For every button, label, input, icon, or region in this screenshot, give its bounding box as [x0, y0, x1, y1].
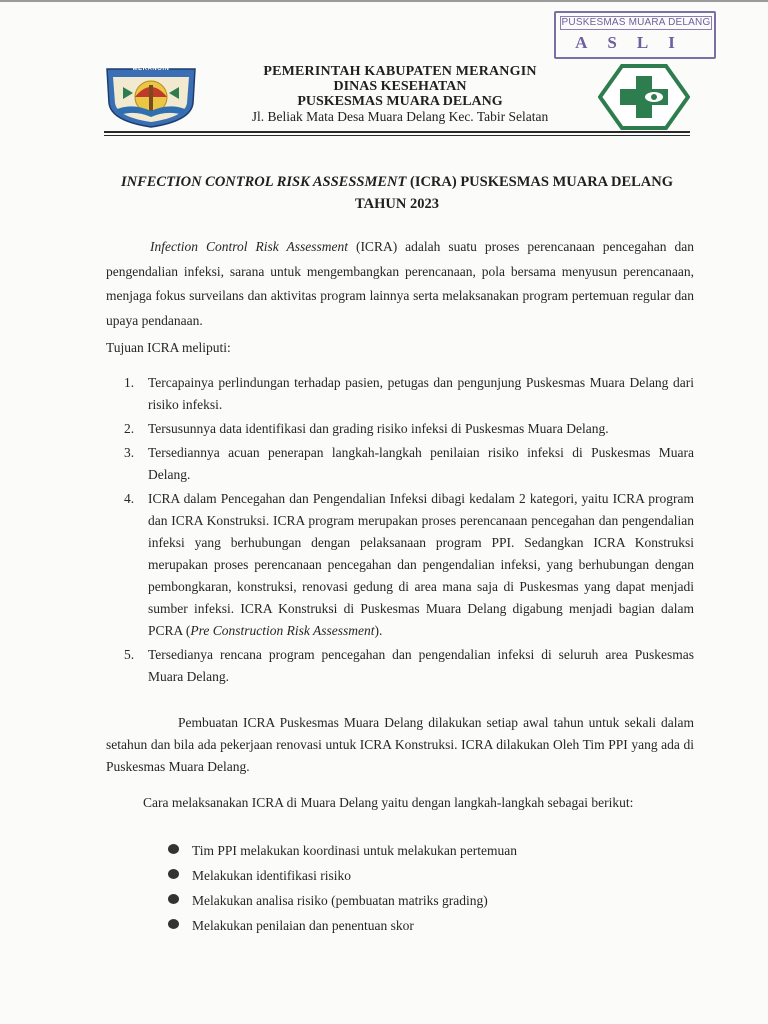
page-top-edge	[0, 0, 768, 2]
tujuan-label: Tujuan ICRA meliputi:	[106, 340, 231, 355]
title-rest: (ICRA) PUSKESMAS MUARA DELANG	[406, 174, 674, 190]
step-text: Melakukan identifikasi risiko	[192, 868, 351, 883]
stamp-top-text: PUSKESMAS MUARA DELANG	[561, 17, 711, 28]
list-item-number: 1.	[124, 375, 135, 390]
step-text: Tim PPI melakukan koordinasi untuk melakukan pertemuan	[192, 843, 517, 858]
list-item	[168, 913, 668, 938]
cara-paragraph: Cara melaksanakan ICRA di Muara Delang yaitu dengan langkah-langkah sebagai berikut:	[143, 795, 634, 810]
list-item	[106, 442, 694, 486]
bullet-icon	[168, 844, 179, 854]
document-title	[104, 171, 690, 215]
list-item	[106, 372, 694, 416]
step-text: Melakukan penilaian dan penentuan skor	[192, 918, 414, 933]
steps-list	[168, 838, 668, 938]
intro-paragraph	[106, 235, 694, 333]
letterhead-government: PEMERINTAH KABUPATEN MERANGIN	[263, 64, 537, 79]
letterhead-institution: PUSKESMAS MUARA DELANG	[297, 94, 503, 109]
list-item	[106, 488, 694, 642]
title-italic: INFECTION CONTROL RISK ASSESSMENT	[120, 174, 407, 190]
letterhead-rule-thin	[104, 135, 690, 136]
list-item-text: Tersedianya rencana program pencegahan dan pengendalian infeksi di seluruh area Puskesmas Muara Delang.	[148, 647, 694, 684]
list-item	[106, 644, 694, 688]
pembuatan-paragraph: Pembuatan ICRA Puskesmas Muara Delang dilakukan setiap awal tahun untuk sekali dalam setahun dan bila ada pekerjaan renovasi untuk ICRA Konstruksi. ICRA dilakukan Oleh Tim PPI yang ada di Puskesmas Muara Delang.	[106, 715, 694, 774]
intro-text: (ICRA) adalah suatu proses perencanaan pencegahan dan pengendalian infeksi, sarana untuk mengembangkan perencanaan, pola bersama menyusun perencanaan, menjaga fokus surveilans dan aktivitas program lainnya serta melaksanakan program pertemuan regular dan upaya pendanaan.	[106, 239, 694, 328]
list-item-text: Tersediannya acuan penerapan langkah-langkah penilaian risiko infeksi di Puskesmas Muara Delang.	[148, 445, 694, 482]
list-item	[168, 888, 668, 913]
merangin-regency-emblem-icon	[103, 63, 199, 129]
original-stamp	[554, 11, 716, 59]
letterhead-address: Jl. Beliak Mata Desa Muara Delang Kec. Tabir Selatan	[251, 109, 549, 124]
list-item-number: 3.	[124, 445, 135, 460]
list-item-text: Tersusunnya data identifikasi dan grading risiko infeksi di Puskesmas Muara Delang.	[148, 421, 609, 436]
list-item-number: 2.	[124, 421, 135, 436]
bullet-icon	[168, 894, 179, 904]
stamp-bottom-text: ASLI	[575, 33, 695, 52]
list-item-tail: ).	[374, 623, 383, 638]
title-year: TAHUN 2023	[355, 196, 439, 212]
tujuan-list	[106, 372, 694, 690]
puskesmas-cross-icon	[598, 64, 690, 130]
list-item-number: 5.	[124, 647, 135, 662]
list-item-number: 4.	[124, 491, 135, 506]
letterhead-rule-thick	[104, 131, 690, 133]
list-item-italic: Pre Construction Risk Assessment	[190, 623, 375, 638]
list-item-text: Tercapainya perlindungan terhadap pasien, petugas dan pengunjung Puskesmas Muara Delang dari risiko infeksi.	[148, 375, 694, 412]
emblem-banner-text: MERANGIN	[132, 66, 170, 72]
list-item	[106, 418, 694, 440]
bullet-icon	[168, 869, 179, 879]
letterhead	[205, 64, 595, 125]
bullet-icon	[168, 919, 179, 929]
intro-italic: Infection Control Risk Assessment	[150, 239, 348, 254]
step-text: Melakukan analisa risiko (pembuatan matriks grading)	[192, 893, 488, 908]
letterhead-department: DINAS KESEHATAN	[333, 79, 467, 94]
list-item	[168, 838, 668, 863]
list-item	[168, 863, 668, 888]
list-item-text: ICRA dalam Pencegahan dan Pengendalian Infeksi dibagi kedalam 2 kategori, yaitu ICRA program dan ICRA Konstruksi. ICRA program merupakan proses perencanaan pencegahan dan pengendalian infeksi yang berhubungan dengan pelaksanaan program PPI. Sedangkan ICRA Konstruksi merupakan proses perencanaan pencegahan dan pengendalian infeksi, yang berhubungan dengan pembongkaran, konstruksi, renovasi gedung di area mana saja di Puskesmas yang dapat menjadi sumber infeksi. ICRA Konstruksi di Puskesmas Muara Delang digabung menjadi bagian dalam PCRA (	[148, 491, 694, 638]
